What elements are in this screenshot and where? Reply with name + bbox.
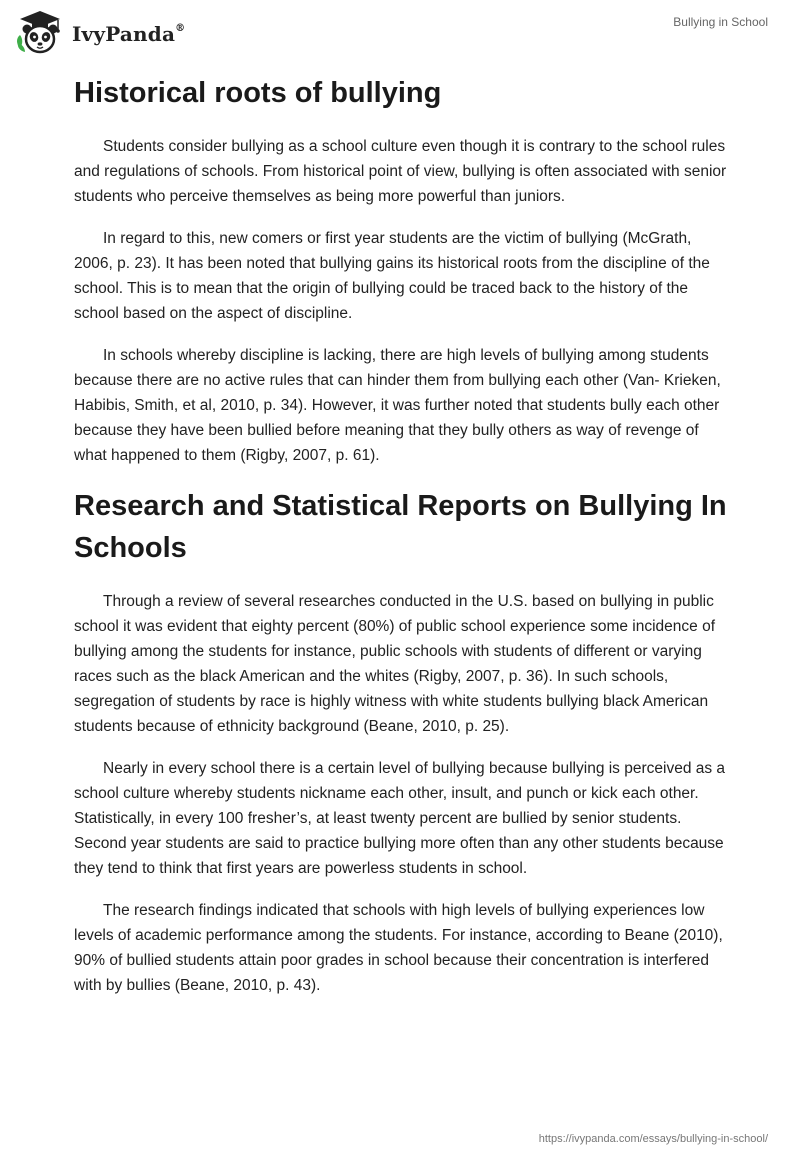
brand-name: IvyPanda® [72,22,186,46]
section-heading-historical-roots: Historical roots of bullying [74,77,442,109]
paragraph: Through a review of several researches conducted in the U.S. based on bullying in public school it was evident that eighty percent (80%) of public school experience some incidence of bullying among the students for instance, public schools with students of different or varying races such as the black American and the whites (Rigby, 2007, p. 36). In such schools, segregation of students by race is highly witness with white students bullying black American students because of ethnicity background (Beane, 2010, p. 25). [74,593,716,735]
page-header [0,0,800,60]
ivypanda-logo[interactable] [14,8,185,56]
panda-graduate-logo-icon [14,8,66,56]
essay-content [74,70,734,1015]
paragraph: In regard to this, new comers or first year students are the victim of bullying (McGrath, 2006, p. 23). It has been noted that bullying gains its historical roots from the discipline of the school. This is to mean that the origin of bullying could be traced back to the history of the school based on the aspect of discipline. [74,230,710,322]
paragraph: The research findings indicated that schools with high levels of bullying experiences low levels of academic performance among the students. For instance, according to Beane (2010), 90% of bullied students attain poor grades in school because their concentration is interfered with by bullies (Beane, 2010, p. 43). [74,902,723,994]
section-heading-research-statistics: Research and Statistical Reports on Bullying In Schools [74,490,727,564]
paragraph: Students consider bullying as a school culture even though it is contrary to the school rules and regulations of schools. From historical point of view, bullying is often associated with senior students who perceive themselves as being more powerful than juniors. [74,138,727,205]
source-url-link[interactable]: https://ivypanda.com/essays/bullying-in-school/ [538,1133,768,1145]
document-title: Bullying in School [673,15,768,29]
paragraph: Nearly in every school there is a certain level of bullying because bullying is perceived as a school culture whereby students nickname each other, insult, and punch or kick each other. Statistically, in every 100 fresher’s, at least twenty percent are bullied by senior students. Second year students are said to practice bullying more often than any other students because they tend to think that first years are powerless students in school. [74,760,726,877]
paragraph: In schools whereby discipline is lacking, there are high levels of bullying among students because there are no active rules that can hinder them from bullying each other (Van- Krieken, Habibis, Smith, et al, 2010, p. 34). However, it was further noted that students bully each other because they have been bullied before meaning that they bully others as way of revenge of what happened to them (Rigby, 2007, p. 61). [74,347,721,464]
